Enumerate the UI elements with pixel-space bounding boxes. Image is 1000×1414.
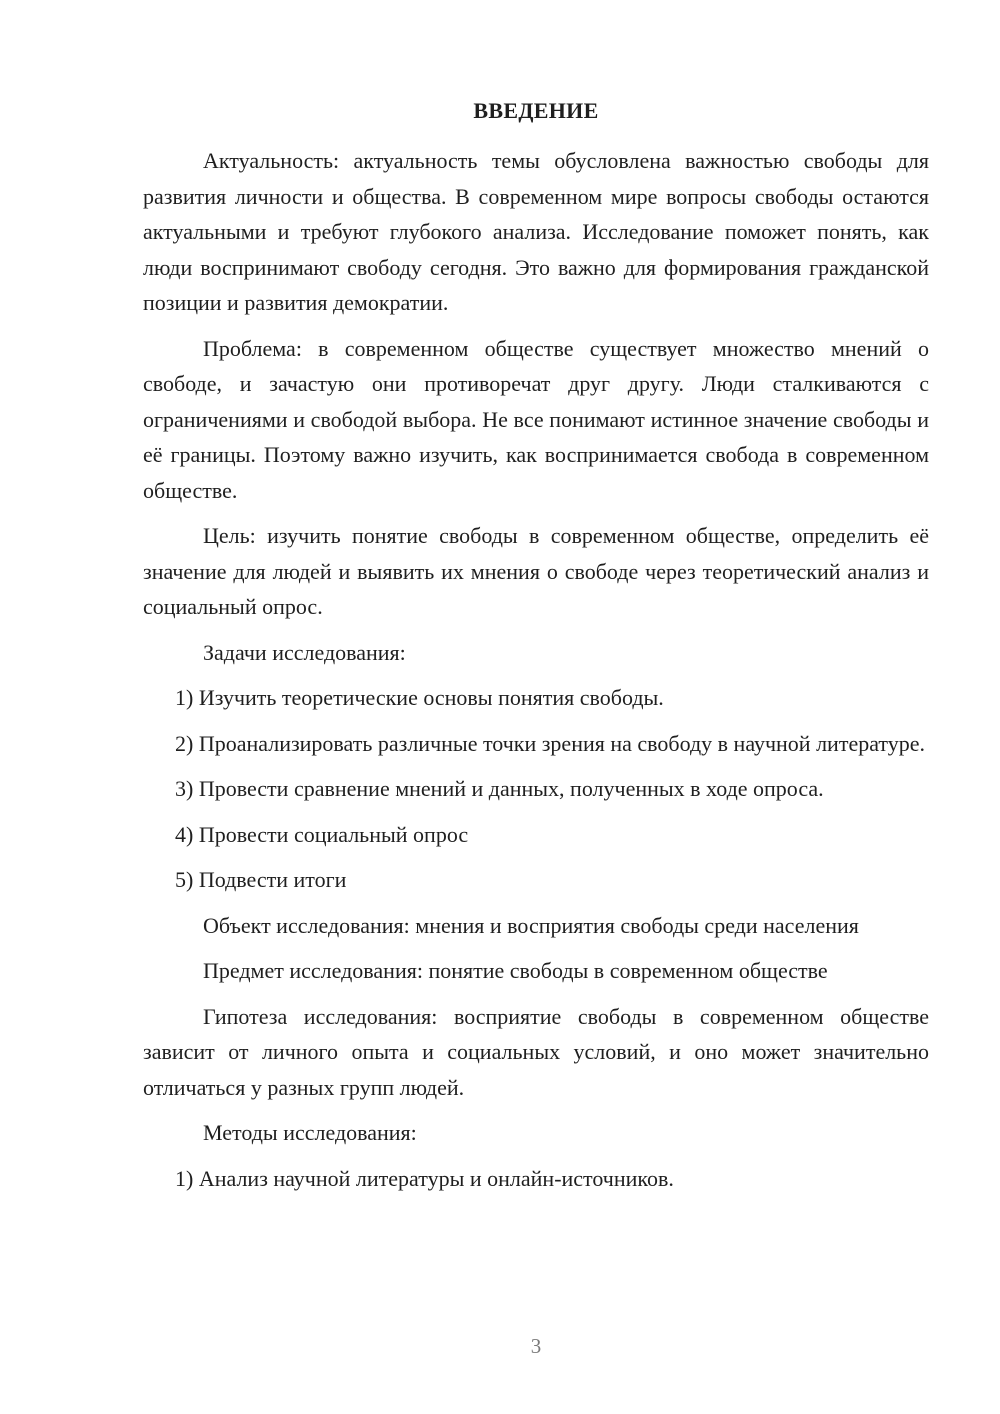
paragraph-hypothesis: Гипотеза исследования: восприятие свободы в современном обществе зависит от личного опыта и социальных условий, и оно может значительно отличаться у разных групп людей.	[143, 1003, 929, 1100]
task-item-1: 1) Изучить теоретические основы понятия свободы.	[175, 685, 664, 710]
task-item-3: 3) Провести сравнение мнений и данных, полученных в ходе опроса.	[175, 776, 824, 801]
task-item-5: 5) Подвести итоги	[175, 867, 347, 892]
paragraph-subject: Предмет исследования: понятие свободы в современном обществе	[203, 958, 828, 983]
task-item-4: 4) Провести социальный опрос	[175, 821, 469, 847]
tasks-heading: Задачи исследования:	[203, 639, 406, 665]
paragraph-goal: Цель: изучить понятие свободы в современном обществе, определить её значение для людей и выявить их мнения о свободе через теоретический анализ и социальный опрос.	[143, 523, 929, 619]
section-title: ВВЕДЕНИЕ	[473, 98, 599, 123]
page-number: 3	[530, 1334, 542, 1358]
methods-heading: Методы исследования:	[203, 1120, 417, 1145]
paragraph-relevance: Актуальность: актуальность темы обусловлена важностью свободы для развития личности и общества. В современном мире вопросы свободы остаются актуальными и требуют глубокого анализа. Исследование поможет понять, как люди воспринимают свободу сегодня. Это важно для формирования гражданской позиции и развития демократии.	[143, 148, 929, 315]
paragraph-problem: Проблема: в современном обществе существует множество мнений о свободе, и зачастую они противоречат друг другу. Люди сталкиваются с ограничениями и свободой выбора. Не все понимают истинное значение свободы и её границы. Поэтому важно изучить, как воспринимается свобода в современном обществе.	[143, 335, 929, 503]
document-body	[143, 143, 929, 1206]
method-item-1: 1) Анализ научной литературы и онлайн-источников.	[175, 1165, 674, 1191]
task-item-2: 2) Проанализировать различные точки зрения на свободу в научной литературе.	[175, 730, 925, 756]
paragraph-object: Объект исследования: мнения и восприятия свободы среди населения	[203, 912, 859, 938]
